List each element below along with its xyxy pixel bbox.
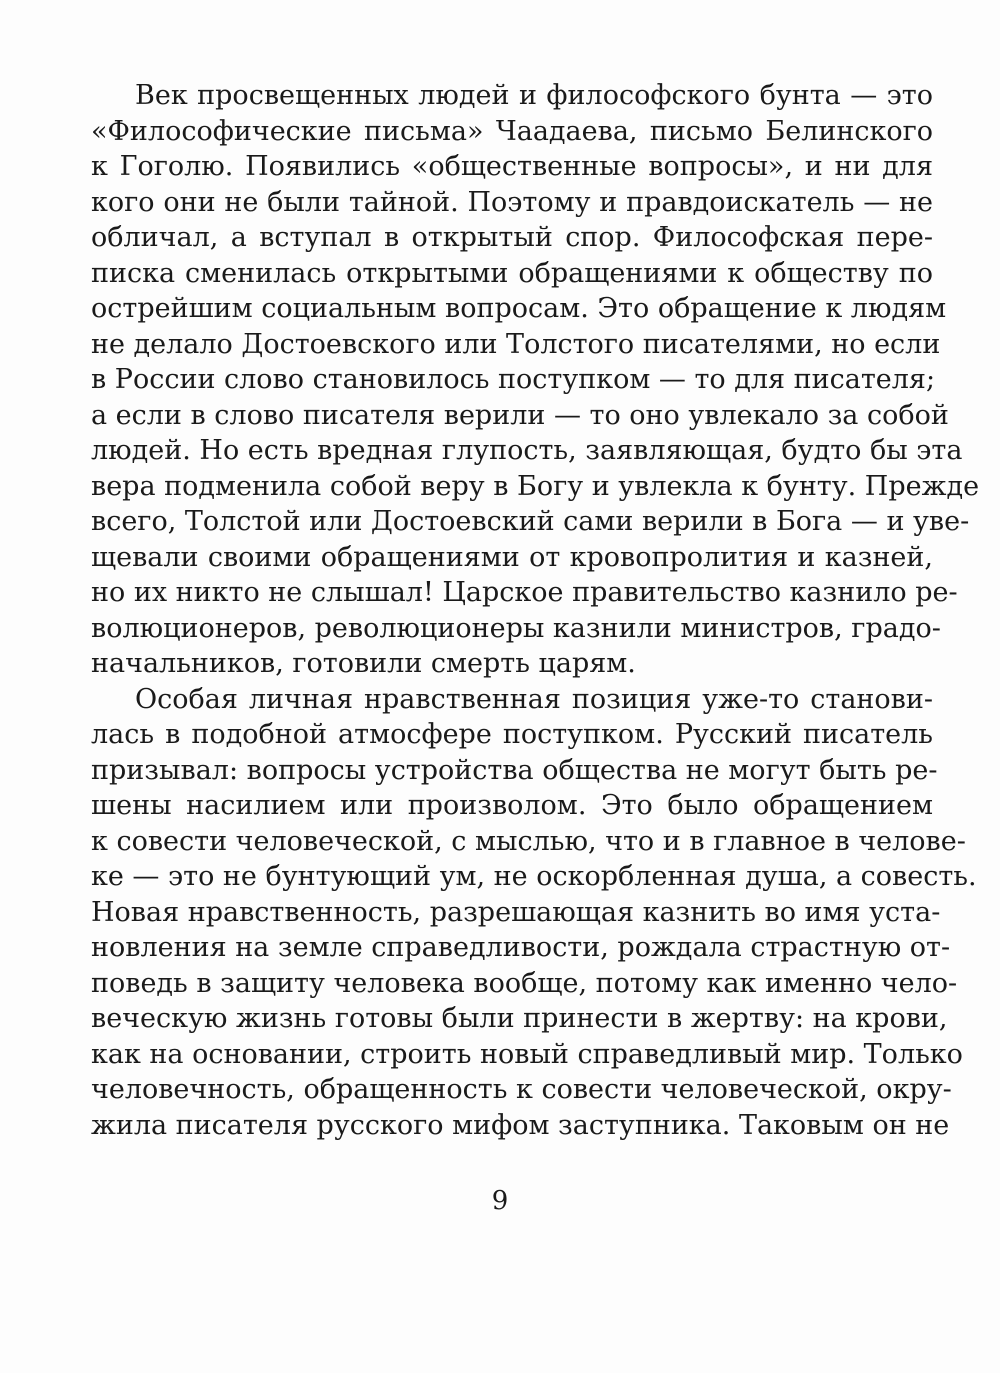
text-line: в России слово становилось поступком — то для писателя; <box>91 364 936 395</box>
text-line: вера подменила собой веру в Богу и увлекла к бунту. Прежде <box>91 470 980 502</box>
body-text <box>91 78 980 1143</box>
text-line: поведь в защиту человека вообще, потому как именно чело- <box>91 967 958 999</box>
paragraph <box>91 682 977 1144</box>
text-line: новления на земле справедливости, рождала страстную от- <box>91 932 951 963</box>
text-line: Век просвещенных людей и философского бунта — это <box>135 80 933 111</box>
text-line: как на основании, строить новый справедливый мир. Только <box>91 1038 963 1070</box>
text-line: а если в слово писателя верили — то оно увлекало за собой <box>91 399 949 431</box>
text-line: волюционеров, революционеры казнили министров, градо- <box>91 612 941 644</box>
text-line: острейшим социальным вопросам. Это обращение к людям <box>91 293 947 324</box>
text-line: Особая личная нравственная позиция уже-то станови- <box>135 683 933 715</box>
text-line: но их никто не слышал! Царское правительство казнило ре- <box>91 577 958 608</box>
page-number: 9 <box>491 1186 509 1216</box>
text-line: призывал: вопросы устройства общества не могут быть ре- <box>91 754 938 786</box>
text-line: «Философические письма» Чаадаева, письмо Белинского <box>91 115 933 147</box>
text-line: кого они не были тайной. Поэтому и правдоискатель — не <box>91 186 933 218</box>
text-line: человечность, обращенность к совести человеческой, окру- <box>91 1074 952 1105</box>
text-line: не делало Достоевского или Толстого писателями, но если <box>91 328 941 360</box>
text-line: писка сменилась открытыми обращениями к обществу по <box>91 257 933 289</box>
text-line: всего, Толстой или Достоевский сами верили в Бога — и уве- <box>91 506 970 537</box>
text-line: ке — это не бунтующий ум, не оскорбленная душа, а совесть. <box>91 861 977 892</box>
text-line: Новая нравственность, разрешающая казнить во имя уста- <box>91 896 941 928</box>
text-line: шены насилием или произволом. Это было обращением <box>91 790 933 821</box>
text-line: к Гоголю. Появились «общественные вопросы», и ни для <box>91 151 933 182</box>
text-line: жила писателя русского мифом заступника. Таковым он не <box>91 1109 950 1141</box>
paragraph <box>91 78 980 682</box>
text-line: обличал, а вступал в открытый спор. Философская пере- <box>91 222 933 253</box>
text-line: веческую жизнь готовы были принести в жертву: на крови, <box>91 1003 948 1034</box>
text-line: лась в подобной атмосфере поступком. Русский писатель <box>91 719 933 750</box>
text-line: к совести человеческой, с мыслью, что и в главное в челове- <box>91 825 966 857</box>
text-line: щевали своими обращениями от кровопролития и казней, <box>91 541 933 573</box>
text-line: людей. Но есть вредная глупость, заявляющая, будто бы эта <box>91 435 963 466</box>
text-line: начальников, готовили смерть царям. <box>91 648 636 679</box>
